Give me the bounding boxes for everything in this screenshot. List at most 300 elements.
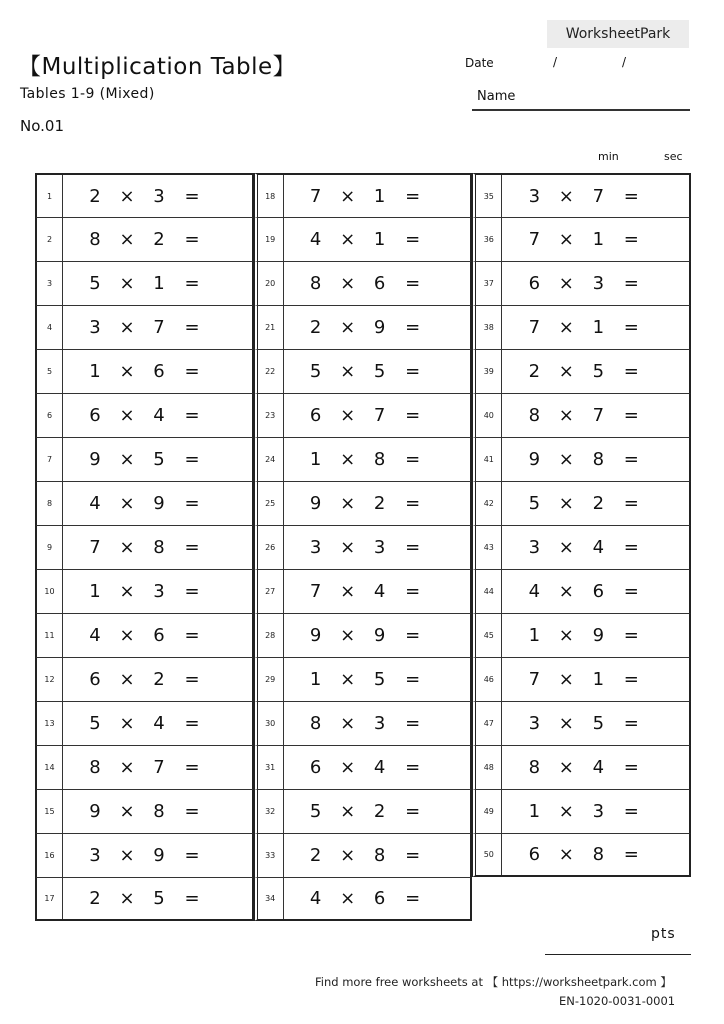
problem-cell[interactable] — [35, 173, 254, 217]
problem-cell[interactable] — [35, 305, 254, 349]
equals-sign: = — [623, 713, 639, 734]
factor-b: 5 — [373, 361, 386, 382]
problem-cell[interactable] — [472, 173, 691, 217]
factor-b: 6 — [373, 273, 386, 294]
worksheet-title: 【Multiplication Table】 — [18, 54, 297, 80]
problem-cell[interactable] — [35, 657, 254, 701]
times-sign: × — [119, 757, 135, 778]
problem-number: 4 — [37, 306, 63, 349]
problem-cell[interactable] — [472, 437, 691, 481]
times-sign: × — [119, 229, 135, 250]
times-sign: × — [340, 361, 356, 382]
factor-a: 5 — [89, 713, 101, 734]
multiplication-expression — [63, 306, 213, 349]
problem-number: 25 — [258, 482, 284, 525]
equals-sign: = — [184, 625, 200, 646]
factor-a: 6 — [528, 844, 541, 865]
times-sign: × — [558, 625, 574, 646]
problem-number: 50 — [476, 834, 502, 875]
multiplication-expression — [284, 394, 434, 437]
problem-cell[interactable] — [35, 437, 254, 481]
problem-column-3 — [472, 173, 691, 877]
problem-number: 3 — [37, 262, 63, 305]
problem-cell[interactable] — [472, 701, 691, 745]
problem-cell[interactable] — [472, 833, 691, 877]
factor-a: 5 — [89, 273, 101, 294]
problem-cell[interactable] — [254, 877, 473, 921]
problem-cell[interactable] — [35, 877, 254, 921]
times-sign: × — [340, 449, 356, 470]
factor-b: 5 — [373, 669, 386, 690]
multiplication-expression — [63, 482, 213, 525]
multiplication-expression — [63, 614, 213, 657]
problem-number: 32 — [258, 790, 284, 833]
problem-cell[interactable] — [254, 173, 473, 217]
factor-b: 7 — [373, 405, 386, 426]
times-sign: × — [119, 405, 135, 426]
problem-number: 6 — [37, 394, 63, 437]
factor-b: 6 — [592, 581, 605, 602]
problem-cell[interactable] — [472, 261, 691, 305]
times-sign: × — [340, 888, 356, 909]
factor-a: 1 — [309, 449, 322, 470]
problem-number: 29 — [258, 658, 284, 701]
factor-b: 5 — [592, 713, 605, 734]
factor-a: 4 — [89, 625, 101, 646]
multiplication-expression — [284, 702, 434, 745]
problem-cell[interactable] — [35, 613, 254, 657]
times-sign: × — [340, 845, 356, 866]
times-sign: × — [558, 844, 574, 865]
problem-cell[interactable] — [35, 261, 254, 305]
problem-cell[interactable] — [254, 701, 473, 745]
factor-a: 7 — [89, 537, 101, 558]
multiplication-expression — [502, 570, 652, 613]
factor-b: 6 — [153, 361, 165, 382]
factor-a: 5 — [309, 801, 322, 822]
factor-a: 3 — [528, 713, 541, 734]
equals-sign: = — [405, 229, 421, 250]
times-sign: × — [558, 757, 574, 778]
multiplication-expression — [63, 746, 213, 789]
times-sign: × — [340, 185, 356, 207]
factor-b: 8 — [592, 844, 605, 865]
times-sign: × — [340, 405, 356, 426]
equals-sign: = — [623, 493, 639, 514]
times-sign: × — [340, 493, 356, 514]
problem-cell[interactable] — [472, 217, 691, 261]
times-sign: × — [558, 493, 574, 514]
factor-b: 7 — [153, 757, 165, 778]
problem-number: 27 — [258, 570, 284, 613]
problem-cell[interactable] — [35, 217, 254, 261]
factor-a: 3 — [89, 845, 101, 866]
factor-b: 4 — [153, 713, 165, 734]
multiplication-expression — [284, 262, 434, 305]
problem-number: 26 — [258, 526, 284, 569]
time-min-label: min — [598, 150, 619, 163]
factor-b: 6 — [373, 888, 386, 909]
factor-b: 9 — [153, 493, 165, 514]
problem-cell[interactable] — [35, 569, 254, 613]
multiplication-expression — [284, 790, 434, 833]
factor-b: 5 — [153, 449, 165, 470]
multiplication-expression — [502, 175, 652, 217]
multiplication-expression — [284, 218, 434, 261]
problem-number: 41 — [476, 438, 502, 481]
equals-sign: = — [623, 757, 639, 778]
factor-a: 4 — [309, 888, 322, 909]
factor-a: 8 — [89, 757, 101, 778]
equals-sign: = — [184, 449, 200, 470]
multiplication-expression — [502, 614, 652, 657]
factor-a: 3 — [528, 537, 541, 558]
problem-cell[interactable] — [254, 217, 473, 261]
factor-b: 7 — [153, 317, 165, 338]
factor-b: 9 — [373, 317, 386, 338]
factor-b: 1 — [373, 185, 386, 207]
times-sign: × — [558, 317, 574, 338]
multiplication-expression — [63, 658, 213, 701]
multiplication-expression — [284, 350, 434, 393]
points-field-line[interactable] — [545, 954, 691, 955]
multiplication-expression — [63, 526, 213, 569]
problem-number: 5 — [37, 350, 63, 393]
factor-a: 3 — [309, 537, 322, 558]
problem-number: 24 — [258, 438, 284, 481]
factor-a: 4 — [309, 229, 322, 250]
factor-b: 1 — [592, 229, 605, 250]
problem-cell[interactable] — [254, 789, 473, 833]
times-sign: × — [119, 581, 135, 602]
multiplication-expression — [502, 658, 652, 701]
factor-a: 2 — [309, 317, 322, 338]
problem-cell[interactable] — [254, 833, 473, 877]
factor-b: 1 — [153, 273, 165, 294]
multiplication-expression — [502, 306, 652, 349]
multiplication-expression — [284, 746, 434, 789]
equals-sign: = — [405, 493, 421, 514]
problem-cell[interactable] — [254, 305, 473, 349]
times-sign: × — [558, 361, 574, 382]
factor-a: 5 — [528, 493, 541, 514]
equals-sign: = — [184, 185, 200, 207]
factor-a: 4 — [528, 581, 541, 602]
problem-cell[interactable] — [472, 349, 691, 393]
document-code: EN-1020-0031-0001 — [559, 994, 676, 1008]
problem-number: 36 — [476, 218, 502, 261]
problem-cell[interactable] — [35, 525, 254, 569]
points-label: pts — [651, 926, 676, 942]
multiplication-expression — [502, 218, 652, 261]
equals-sign: = — [623, 273, 639, 294]
factor-a: 1 — [528, 801, 541, 822]
problem-number: 13 — [37, 702, 63, 745]
times-sign: × — [119, 669, 135, 690]
factor-b: 1 — [373, 229, 386, 250]
equals-sign: = — [623, 581, 639, 602]
equals-sign: = — [623, 317, 639, 338]
equals-sign: = — [623, 625, 639, 646]
problem-number: 31 — [258, 746, 284, 789]
factor-b: 3 — [592, 801, 605, 822]
problem-number: 45 — [476, 614, 502, 657]
factor-a: 7 — [528, 229, 541, 250]
times-sign: × — [558, 273, 574, 294]
problem-cell[interactable] — [254, 657, 473, 701]
factor-a: 8 — [309, 273, 322, 294]
problem-number: 38 — [476, 306, 502, 349]
problem-number: 46 — [476, 658, 502, 701]
multiplication-expression — [502, 702, 652, 745]
problem-grid — [35, 173, 691, 921]
problem-number: 18 — [258, 175, 284, 217]
equals-sign: = — [405, 625, 421, 646]
worksheet-subtitle: Tables 1-9 (Mixed) — [20, 86, 155, 102]
times-sign: × — [119, 317, 135, 338]
equals-sign: = — [184, 669, 200, 690]
equals-sign: = — [184, 537, 200, 558]
problem-cell[interactable] — [472, 613, 691, 657]
problem-cell[interactable] — [254, 349, 473, 393]
factor-b: 2 — [592, 493, 605, 514]
factor-b: 7 — [592, 185, 605, 207]
problem-cell[interactable] — [472, 305, 691, 349]
equals-sign: = — [184, 361, 200, 382]
factor-a: 7 — [528, 317, 541, 338]
problem-cell[interactable] — [254, 745, 473, 789]
footer-link-text: Find more free worksheets at 【 https://worksheetpark.com 】 — [315, 975, 672, 989]
factor-a: 9 — [309, 625, 322, 646]
problem-number: 47 — [476, 702, 502, 745]
date-separator: / — [622, 55, 627, 69]
problem-cell[interactable] — [35, 349, 254, 393]
multiplication-expression — [502, 438, 652, 481]
equals-sign: = — [405, 801, 421, 822]
problem-cell[interactable] — [254, 481, 473, 525]
equals-sign: = — [623, 669, 639, 690]
equals-sign: = — [405, 185, 421, 207]
problem-cell[interactable] — [472, 481, 691, 525]
equals-sign: = — [184, 845, 200, 866]
factor-a: 3 — [528, 185, 541, 207]
multiplication-expression — [63, 350, 213, 393]
problem-number: 48 — [476, 746, 502, 789]
factor-a: 1 — [528, 625, 541, 646]
times-sign: × — [119, 801, 135, 822]
factor-a: 3 — [89, 317, 101, 338]
factor-b: 2 — [153, 229, 165, 250]
problem-cell[interactable] — [35, 833, 254, 877]
multiplication-expression — [502, 526, 652, 569]
multiplication-expression — [502, 746, 652, 789]
factor-b: 3 — [153, 185, 165, 207]
times-sign: × — [340, 757, 356, 778]
factor-b: 9 — [592, 625, 605, 646]
times-sign: × — [119, 449, 135, 470]
problem-number: 1 — [37, 175, 63, 217]
problem-cell[interactable] — [35, 745, 254, 789]
times-sign: × — [119, 713, 135, 734]
problem-number: 43 — [476, 526, 502, 569]
factor-b: 4 — [153, 405, 165, 426]
factor-b: 7 — [592, 405, 605, 426]
factor-a: 2 — [309, 845, 322, 866]
equals-sign: = — [405, 581, 421, 602]
times-sign: × — [340, 581, 356, 602]
times-sign: × — [558, 713, 574, 734]
problem-cell[interactable] — [472, 393, 691, 437]
equals-sign: = — [405, 405, 421, 426]
multiplication-expression — [284, 658, 434, 701]
date-separator: / — [553, 55, 558, 69]
times-sign: × — [558, 801, 574, 822]
times-sign: × — [340, 537, 356, 558]
problem-cell[interactable] — [254, 569, 473, 613]
equals-sign: = — [184, 493, 200, 514]
factor-a: 7 — [309, 581, 322, 602]
factor-b: 2 — [153, 669, 165, 690]
multiplication-expression — [502, 790, 652, 833]
problem-cell[interactable] — [35, 789, 254, 833]
factor-a: 9 — [89, 801, 101, 822]
problem-cell[interactable] — [472, 789, 691, 833]
name-field-line[interactable] — [472, 109, 690, 111]
times-sign: × — [558, 581, 574, 602]
problem-number: 16 — [37, 834, 63, 877]
times-sign: × — [340, 625, 356, 646]
factor-b: 8 — [373, 845, 386, 866]
problem-number: 40 — [476, 394, 502, 437]
equals-sign: = — [623, 361, 639, 382]
factor-b: 5 — [153, 888, 165, 909]
problem-number: 17 — [37, 878, 63, 919]
equals-sign: = — [405, 449, 421, 470]
factor-b: 4 — [373, 581, 386, 602]
factor-a: 8 — [528, 405, 541, 426]
equals-sign: = — [405, 361, 421, 382]
problem-cell[interactable] — [35, 701, 254, 745]
problem-cell[interactable] — [472, 745, 691, 789]
equals-sign: = — [623, 449, 639, 470]
multiplication-expression — [502, 482, 652, 525]
factor-a: 9 — [89, 449, 101, 470]
factor-a: 8 — [309, 713, 322, 734]
factor-b: 3 — [373, 537, 386, 558]
factor-a: 8 — [528, 757, 541, 778]
multiplication-expression — [284, 570, 434, 613]
times-sign: × — [119, 361, 135, 382]
factor-b: 1 — [592, 317, 605, 338]
multiplication-expression — [502, 350, 652, 393]
factor-a: 6 — [89, 405, 101, 426]
factor-b: 6 — [153, 625, 165, 646]
problem-number: 44 — [476, 570, 502, 613]
problem-number: 12 — [37, 658, 63, 701]
problem-cell[interactable] — [254, 525, 473, 569]
factor-b: 4 — [592, 537, 605, 558]
equals-sign: = — [623, 229, 639, 250]
problem-number: 22 — [258, 350, 284, 393]
factor-b: 3 — [153, 581, 165, 602]
problem-cell[interactable] — [254, 437, 473, 481]
factor-a: 1 — [89, 361, 101, 382]
multiplication-expression — [284, 614, 434, 657]
problem-cell[interactable] — [254, 261, 473, 305]
equals-sign: = — [405, 669, 421, 690]
problem-number: 9 — [37, 526, 63, 569]
multiplication-expression — [63, 790, 213, 833]
times-sign: × — [119, 493, 135, 514]
multiplication-expression — [63, 878, 213, 919]
times-sign: × — [119, 845, 135, 866]
equals-sign: = — [623, 537, 639, 558]
worksheet-number: No.01 — [20, 117, 64, 135]
times-sign: × — [558, 449, 574, 470]
equals-sign: = — [184, 888, 200, 909]
multiplication-expression — [63, 570, 213, 613]
multiplication-expression — [502, 394, 652, 437]
times-sign: × — [119, 625, 135, 646]
equals-sign: = — [184, 317, 200, 338]
multiplication-expression — [63, 262, 213, 305]
problem-column-1 — [35, 173, 254, 921]
equals-sign: = — [405, 845, 421, 866]
problem-column-2 — [254, 173, 473, 921]
multiplication-expression — [284, 438, 434, 481]
factor-a: 7 — [528, 669, 541, 690]
factor-a: 9 — [528, 449, 541, 470]
equals-sign: = — [405, 317, 421, 338]
problem-number: 35 — [476, 175, 502, 217]
date-label: Date — [465, 56, 494, 70]
problem-cell[interactable] — [35, 481, 254, 525]
equals-sign: = — [405, 713, 421, 734]
problem-cell[interactable] — [35, 393, 254, 437]
factor-a: 1 — [89, 581, 101, 602]
factor-b: 2 — [373, 493, 386, 514]
problem-cell[interactable] — [472, 569, 691, 613]
multiplication-expression — [284, 834, 434, 877]
problem-cell[interactable] — [254, 393, 473, 437]
equals-sign: = — [623, 185, 639, 207]
factor-b: 1 — [592, 669, 605, 690]
factor-a: 9 — [309, 493, 322, 514]
equals-sign: = — [405, 273, 421, 294]
factor-b: 4 — [373, 757, 386, 778]
problem-number: 21 — [258, 306, 284, 349]
equals-sign: = — [184, 713, 200, 734]
factor-b: 3 — [373, 713, 386, 734]
multiplication-expression — [284, 878, 434, 919]
multiplication-expression — [63, 438, 213, 481]
multiplication-expression — [63, 834, 213, 877]
problem-cell[interactable] — [472, 657, 691, 701]
problem-cell[interactable] — [254, 613, 473, 657]
problem-number: 23 — [258, 394, 284, 437]
problem-number: 49 — [476, 790, 502, 833]
problem-number: 7 — [37, 438, 63, 481]
factor-b: 8 — [153, 801, 165, 822]
factor-a: 1 — [309, 669, 322, 690]
factor-a: 7 — [309, 185, 322, 207]
multiplication-expression — [284, 306, 434, 349]
problem-cell[interactable] — [472, 525, 691, 569]
problem-number: 8 — [37, 482, 63, 525]
multiplication-expression — [284, 482, 434, 525]
multiplication-expression — [63, 175, 213, 217]
equals-sign: = — [623, 801, 639, 822]
